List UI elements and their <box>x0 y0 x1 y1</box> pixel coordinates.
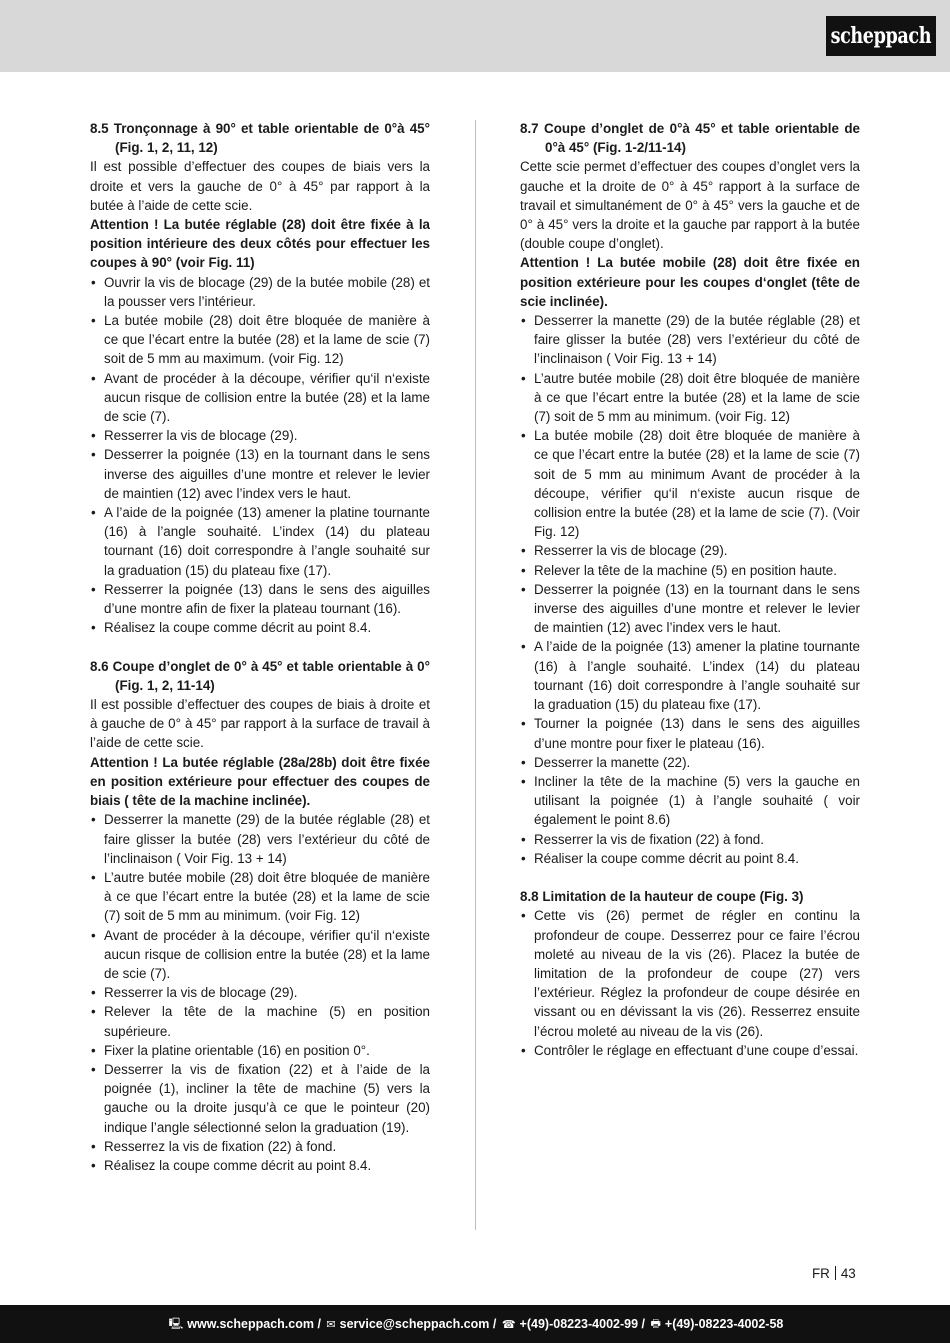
computer-icon: 🖳 <box>168 1316 184 1330</box>
phone-icon: ☎ <box>501 1317 516 1331</box>
list-item: • Desserrer la poignée (13) en la tournant dans le sens inverse des aiguilles d’une montre et relever le levier de maintien (12) avec l’index vers le haut. <box>90 445 430 503</box>
list-item: • Relever la tête de la machine (5) en position haute. <box>520 561 860 580</box>
list-item: • La butée mobile (28) doit être bloquée de manière à ce que l’écart entre la butée (28) et la lame de scie (7) soit de 5 mm au minimum Avant de procéder à la découpe, vérifier qu‘il n‘existe aucun risque de collision entre la butée (28) et la lame de scie (7). (Voir Fig. 12) <box>520 426 860 541</box>
section-title: 8.5 Tronçonnage à 90° et table orientable de 0°à 45° (Fig. 1, 2, 11, 12) <box>90 121 430 156</box>
footer-separator: / <box>317 1317 321 1331</box>
list-item: • Tourner la poignée (13) dans le sens des aiguilles d’une montre pour fixer le plateau (16). <box>520 714 860 752</box>
list-item: • Desserrer la manette (29) de la butée réglable (28) et faire glisser la butée (28) vers l’extérieur du côté de l’inclinaison ( Voir Fig. 13 + 14) <box>520 311 860 369</box>
footer-separator: / <box>492 1317 497 1331</box>
bullet-list <box>90 810 430 1175</box>
list-item: • L’autre butée mobile (28) doit être bloquée de manière à ce que l’écart entre la butée (28) et la lame de scie (7) soit de 5 mm au minimum. (voir Fig. 12) <box>90 868 430 926</box>
section-8-7 <box>520 119 860 868</box>
list-item: • Contrôler le réglage en effectuant d’une coupe d’essai. <box>520 1041 860 1060</box>
list-item: • Réaliser la coupe comme décrit au point 8.4. <box>520 849 860 868</box>
section-title: 8.7 Coupe d’onglet de 0°à 45° et table orientable de 0°à 45° (Fig. 1-2/11-14) <box>520 121 860 156</box>
section-title: 8.6 Coupe d’onglet de 0° à 45° et table orientable à 0° (Fig. 1, 2, 11-14) <box>90 658 430 693</box>
list-item: • Desserrer la manette (29) de la butée réglable (28) et faire glisser la butée (28) vers l’extérieur du côté de l’inclinaison ( Voir Fig. 13 + 14) <box>90 810 430 868</box>
list-item: • Desserrer la manette (22). <box>520 753 860 772</box>
attention-note: Attention ! La butée réglable (28a/28b) doit être fixée en position extérieure pour effectuer des coupes de biais ( tête de la machine inclinée). <box>90 754 430 809</box>
header-band <box>0 0 950 72</box>
column-divider <box>475 120 476 1230</box>
list-item: • L’autre butée mobile (28) doit être bloquée de manière à ce que l’écart entre la butée (28) et la lame de scie (7) soit de 5 mm au minimum. (voir Fig. 12) <box>520 369 860 427</box>
footer-website[interactable]: www.scheppach.com <box>187 1317 314 1331</box>
section-intro: Cette scie permet d’effectuer des coupes d’onglet vers la gauche et la droite de 0° à 45° rapport à la surface de travail et simultanément de 0° à 45° vers la gauche et de 0° à 45° vers la droite et la gauche par rapport à la butée (double coupe d’onglet). <box>520 159 860 252</box>
list-item: • Relever la tête de la machine (5) en position supérieure. <box>90 1002 430 1040</box>
list-item: • Avant de procéder à la découpe, vérifier qu‘il n‘existe aucun risque de collision entre la butée (28) et la lame de scie (7). <box>90 369 430 427</box>
list-item: • Resserrer la vis de blocage (29). <box>90 426 430 445</box>
footer-email[interactable]: service@scheppach.com <box>339 1317 490 1331</box>
list-item: • Resserrer la vis de blocage (29). <box>520 541 860 560</box>
section-intro: Il est possible d’effectuer des coupes de biais vers la droite et vers la gauche de 0° à 45° par rapport à la butée à l’aide de cette scie. <box>90 159 430 213</box>
list-item: • Desserrer la poignée (13) en la tournant dans le sens inverse des aiguilles d’une montre et relever le levier de maintien (12) avec l’index vers le haut. <box>520 580 860 638</box>
list-item: • Incliner la tête de la machine (5) vers la gauche en utilisant la poignée (1) à l’angle souhaité ( voir également le point 8.6) <box>520 772 860 830</box>
bullet-list <box>90 273 430 638</box>
page-number-value: 43 <box>840 1266 856 1281</box>
mail-icon: ✉ <box>326 1317 336 1331</box>
attention-note: Attention ! La butée mobile (28) doit être fixée en position extérieure pour les coupes d‘onglet (tête de scie inclinée). <box>520 255 860 309</box>
list-item: • Réalisez la coupe comme décrit au point 8.4. <box>90 1156 430 1175</box>
list-item: • Resserrez la vis de fixation (22) à fond. <box>90 1137 430 1156</box>
section-8-8 <box>520 887 860 1060</box>
page-number <box>812 1266 856 1281</box>
bullet-list <box>520 311 860 868</box>
footer-separator: / <box>641 1317 646 1331</box>
list-item: • Ouvrir la vis de blocage (29) de la butée mobile (28) et la pousser vers l’intérieur. <box>90 273 430 311</box>
footer-fax: +(49)-08223-4002-58 <box>664 1317 784 1331</box>
left-column <box>90 119 430 1194</box>
scheppach-logo: scheppach <box>826 16 936 56</box>
section-8-6 <box>90 657 430 1175</box>
list-item: • Resserrer la vis de fixation (22) à fond. <box>520 830 860 849</box>
list-item: • A l’aide de la poignée (13) amener la platine tournante (16) à l’angle souhaité. L’index (14) du plateau tournant (16) doit correspondre à l’angle souhaité sur la graduation (15) du plateau fixe (17). <box>520 637 860 714</box>
list-item: • Fixer la platine orientable (16) en position 0°. <box>90 1041 430 1060</box>
footer-phone[interactable]: +(49)-08223-4002-99 <box>519 1317 639 1331</box>
list-item: • La butée mobile (28) doit être bloquée de manière à ce que l’écart entre la butée (28) et la lame de scie (7) soit de 5 mm au maximum. (voir Fig. 12) <box>90 311 430 369</box>
right-column <box>520 119 860 1079</box>
list-item: • A l’aide de la poignée (13) amener la platine tournante (16) à l’angle souhaité. L’index (14) du plateau tournant (16) doit correspondre à l’angle souhaité sur la graduation (15) du plateau fixe (17). <box>90 503 430 580</box>
section-intro: Il est possible d’effectuer des coupes de biais à droite et à gauche de 0° à 45° par rapport à la surface de travail à l’aide de cette scie. <box>90 697 430 751</box>
list-item: • Resserrer la poignée (13) dans le sens des aiguilles d’une montre afin de fixer la plateau tournant (16). <box>90 580 430 618</box>
bullet-list <box>520 906 860 1060</box>
fax-icon: 🖶 <box>650 1316 661 1330</box>
page-language: FR <box>812 1266 830 1281</box>
section-title: 8.8 Limitation de la hauteur de coupe (Fig. 3) <box>520 889 804 905</box>
list-item: • Avant de procéder à la découpe, vérifier qu‘il n‘existe aucun risque de collision entre la butée (28) et la lame de scie (7). <box>90 926 430 984</box>
list-item: • Desserrer la vis de fixation (22) et à l’aide de la poignée (1), incliner la tête de machine (5) vers la gauche ou la droite jusqu’à ce que le pointeur (20) indique l’angle sélectionné selon la graduation (19). <box>90 1060 430 1137</box>
list-item: • Réalisez la coupe comme décrit au point 8.4. <box>90 618 430 637</box>
footer-bar <box>0 1305 950 1343</box>
list-item: • Resserrer la vis de blocage (29). <box>90 983 430 1002</box>
list-item: • Cette vis (26) permet de régler en continu la profondeur de coupe. Desserrez pour ce faire l’écrou moleté au niveau de la vis (26). Placez la butée de limitation de la profondeur de coupe (27) vers l’extérieur. Réglez la profondeur de coupe désirée en vissant ou en dévissant la vis (26). Resserrez ensuite l’écrou moleté au niveau de la vis (26). <box>520 906 860 1040</box>
section-8-5 <box>90 119 430 637</box>
attention-note: Attention ! La butée réglable (28) doit être fixée à la position intérieure des deux côtés pour effectuer les coupes à 90° (voir Fig. 11) <box>90 217 430 271</box>
